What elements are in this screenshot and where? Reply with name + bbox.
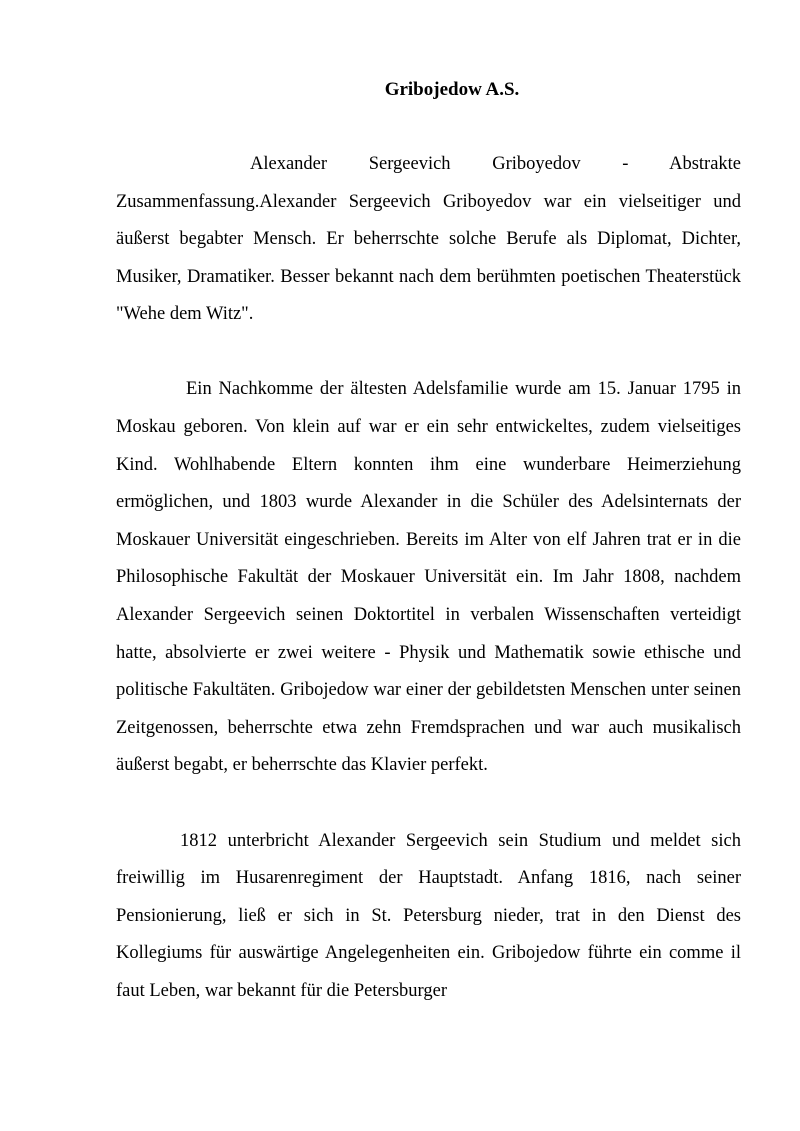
document-body <box>116 146 741 1048</box>
paragraph-military-service: 1812 unterbricht Alexander Sergeevich sein Studium und meldet sich freiwillig im Husarenregiment der Hauptstadt. Anfang 1816, nach seiner Pensionierung, ließ er sich in St. Petersburg nieder, trat in den Dienst des Kollegiums für auswärtige Angelegenheiten ein. Gribojedow führte ein comme il faut Leben, war bekannt für die Petersburger <box>116 830 741 1001</box>
paragraph-intro: Alexander Sergeevich Griboyedov - Abstrakte Zusammenfassung.Alexander Sergeevich Griboyedov war ein vielseitiger und äußerst begabter Mensch. Er beherrschte solche Berufe als Diplomat, Dichter, Musiker, Dramatiker. Besser bekannt nach dem berühmten poetischen Theaterstück "Wehe dem Witz". <box>116 154 741 325</box>
document-title: Gribojedow A.S. <box>384 79 520 100</box>
paragraph-early-life: Ein Nachkomme der ältesten Adelsfamilie wurde am 15. Januar 1795 in Moskau geboren. Von klein auf war er ein sehr entwickeltes, zudem vielseitiges Kind. Wohlhabende Eltern konnten ihm eine wunderbare Heimerziehung ermöglichen, und 1803 wurde Alexander in die Schüler des Adelsinternats der Moskauer Universität eingeschrieben. Bereits im Alter von elf Jahren trat er in die Philosophische Fakultät der Moskauer Universität ein. Im Jahr 1808, nachdem Alexander Sergeevich seinen Doktortitel in verbalen Wissenschaften verteidigt hatte, absolvierte er zwei weitere - Physik und Mathematik sowie ethische und politische Fakultäten. Gribojedow war einer der gebildetsten Menschen unter seinen Zeitgenossen, beherrschte etwa zehn Fremdsprachen und war auch musikalisch äußerst begabt, er beherrschte das Klavier perfekt. <box>116 379 741 776</box>
